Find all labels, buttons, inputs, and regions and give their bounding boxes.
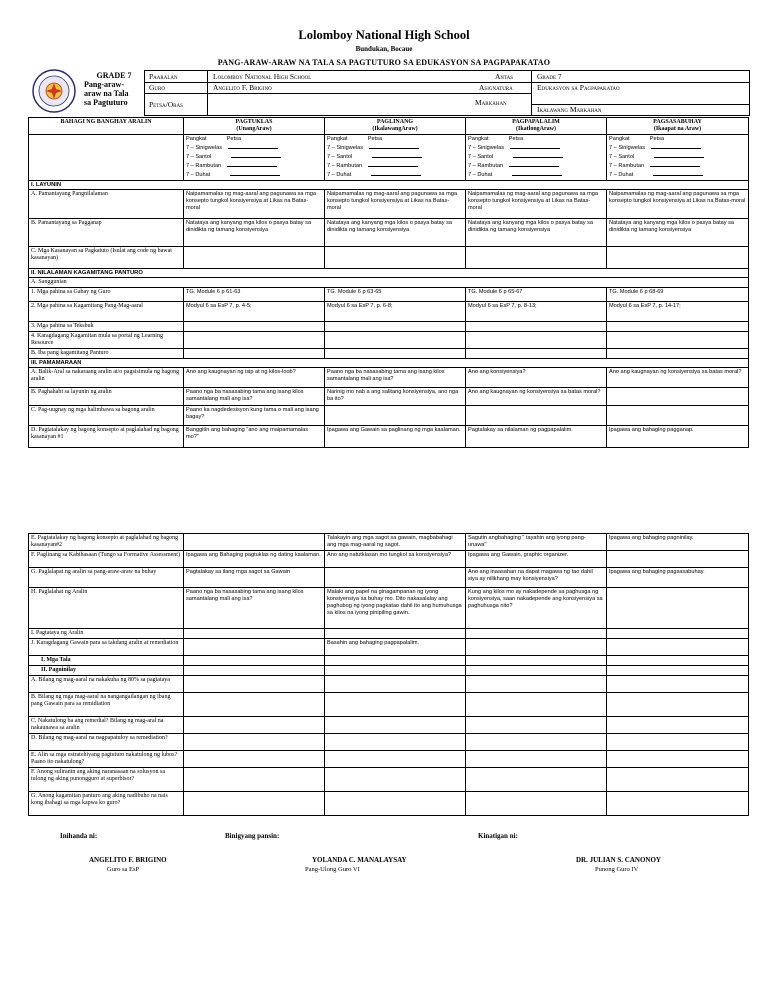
- cell: Ipagawa ang bahaging pagsasabuhay.: [607, 568, 749, 588]
- cell: [184, 666, 325, 676]
- cell: Paano nga ba nasasabing tama ang isang kilos samantalang mali ang isa?: [184, 388, 325, 406]
- asignatura-label: Asignatura: [479, 83, 513, 92]
- cell: [466, 656, 607, 666]
- cell: [607, 388, 749, 406]
- row-label: D. Bilang ng mag-aaral na nagpapatuloy sa remediation?: [29, 734, 184, 751]
- cell: [325, 568, 466, 588]
- cell: [184, 322, 325, 332]
- cell: [607, 792, 749, 816]
- cell: Ano ang kaugnayan ng konsiyensiya sa batas moral?: [466, 388, 607, 406]
- cell: [607, 322, 749, 332]
- cell: Naipamamalas ng mag-aaral ang pagunawa sa mga konsepto tungkol konsiyensiya at Likas na Batas-moral: [466, 190, 607, 219]
- markahan-label: Markahan: [475, 98, 507, 107]
- cell: [184, 332, 325, 349]
- group-name: 7 – Santol: [468, 154, 494, 160]
- cell: [466, 768, 607, 792]
- group-name: 7 – Santol: [327, 154, 353, 160]
- cell: [325, 322, 466, 332]
- cell: [325, 656, 466, 666]
- cell: [607, 666, 749, 676]
- cell: Paano ka nagdedesisyon kung tama o mali ang isang bagay?: [184, 406, 325, 426]
- cell: [325, 666, 466, 676]
- group-name: 7 – Rambutan: [186, 163, 222, 169]
- cell: Ipagawa ang bahaging pagganap.: [607, 426, 749, 448]
- school-name: Lolomboy National High School: [298, 28, 470, 42]
- row-label: B. Paghahabi sa layunin ng aralin: [29, 388, 184, 406]
- antas-label: Antas: [495, 72, 514, 81]
- cell: [184, 349, 325, 359]
- cell: [607, 639, 749, 656]
- cell: Modyul 6 sa EsP 7, p. 14-17;: [607, 302, 749, 322]
- cell: Modyul 6 sa EsP 7, p. 4-5;: [184, 302, 325, 322]
- group-list-4: [607, 135, 749, 181]
- row-label: B. Pamantayang sa Pagganap: [29, 219, 184, 247]
- cell: [607, 629, 749, 639]
- pangkat-label: Pangkat: [609, 136, 630, 142]
- cell: Natataya ang kanyang mga kilos o pasya batay sa dinidikta ng tamang konsiyensiya: [184, 219, 325, 247]
- bahagi-header: BAHAGI NG BANGHAY ARALIN: [29, 118, 184, 135]
- row-label: E. Alin sa mga estratehiyang pagtuturo nakatulong ng lubos? Paano ito nakatulong?: [29, 751, 184, 768]
- pangkat-label: Pangkat: [468, 136, 489, 142]
- row-label: 4. Karagdagang Kagamitan mula sa portal ng Learning Resource: [29, 332, 184, 349]
- cell: [184, 639, 325, 656]
- cell: Paano nga ba nasasabing tama ang isang kilos samantalang mali ang isa?: [325, 368, 466, 388]
- cell: Ipagawa ang Bahaging pagtuklas ng dating kaalaman.: [184, 551, 325, 568]
- group-list-1: [184, 135, 325, 181]
- day2-sub: (IkalawangAraw): [372, 126, 418, 132]
- cell: [325, 247, 466, 269]
- cell: Ano ang kaugnayan ng konsiyensiya sa batas moral?: [607, 368, 749, 388]
- cell: [325, 349, 466, 359]
- cell: Modyul 6 sa EsP 7, p. 6-8;: [325, 302, 466, 322]
- cell: [466, 792, 607, 816]
- row-label: F. Anong suliranin ang aking naranasaan na solusyon sa tulong ng aking punongguro at superbisor?: [29, 768, 184, 792]
- cell: [607, 717, 749, 734]
- cell: [466, 639, 607, 656]
- cell: [184, 693, 325, 717]
- cell: [607, 551, 749, 568]
- inihanda-label: Inihanda ni:: [60, 832, 98, 840]
- cell: [184, 792, 325, 816]
- paaralan-label: Paaralan: [149, 72, 178, 81]
- group-list-3: [466, 135, 607, 181]
- cell: Ano ang natutklasan mo tungkol sa konsiyensiya?: [325, 551, 466, 568]
- cell: TG. Module 6 p 68-69: [607, 288, 749, 302]
- row-label: 2. Mga pahina sa Kagamitang Pang-Mag-aaral: [29, 302, 184, 322]
- section-pamamaraan: III. PAMAMARAAN: [29, 359, 749, 368]
- row-label: II. Pagninilay: [29, 666, 184, 676]
- grade-line-4: sa Pagtuturo: [84, 98, 128, 107]
- petsa-col-label: Petsa: [226, 136, 242, 142]
- cell: Naipamamalas ng mag-aaral ang pagunawa sa mga konsepto tungkol konsiyensiya at Likas na Batas-moral: [607, 190, 749, 219]
- group-name: 7 – Duhat: [468, 172, 493, 178]
- group-name: 7 – Duhat: [186, 172, 211, 178]
- kinatigan-label: Kinatigan ni:: [478, 832, 518, 840]
- signatory-2-title: Pang-Ulong Guro VI: [305, 866, 360, 873]
- cell: [466, 322, 607, 332]
- group-name: 7 – Sinigwelas: [186, 145, 223, 151]
- cell: [184, 676, 325, 693]
- row-label: I. Mga Tala: [29, 656, 184, 666]
- cell: [325, 717, 466, 734]
- cell: Naipamamalas ng mag-aaral ang pagunawa sa mga konsepto tungkol konsiyensiya at Likas na Batas-moral: [184, 190, 325, 219]
- cell: Kung ang kilos mo ay nakadepende sa paghusga ng konsiyensiya, saan nakadepende ang konsiyensiya sa paghuhusga nito?: [466, 588, 607, 629]
- group-name: 7 – Duhat: [327, 172, 352, 178]
- cell: [466, 406, 607, 426]
- cell: Malaki ang papel na ginagampanan ng iyong konsiyensiya sa buhay mo. Dito nakasalalay ang paghubog ng iyong pagkatao dahil ito ang humuhusga sa kilos na iyong pinipiling gawin.: [325, 588, 466, 629]
- guro-label: Guro: [149, 83, 165, 92]
- group-name: 7 – Santol: [186, 154, 212, 160]
- row-label: A. Bilang ng mag-aaral na nakakuha ng 80% sa pagtataya: [29, 676, 184, 693]
- row-label: C. Nakatulong ba ang remedial? Bilang ng mag-aral na nakaunawa sa aralin: [29, 717, 184, 734]
- cell: Ipagawa ang Gawain, graphic organizer.: [466, 551, 607, 568]
- cell: Natataya ang kanyang mga kilos o pasya batay sa dinidikta ng tamang konsiyensiya: [466, 219, 607, 247]
- cell: Pagtalakay sa ilang mga sagot sa Gawain: [184, 568, 325, 588]
- binigyang-label: Binigyang pansin:: [225, 832, 280, 840]
- group-name: 7 – Rambutan: [327, 163, 363, 169]
- cell: [466, 734, 607, 751]
- row-label: A. Sanggunian: [29, 278, 749, 288]
- group-list-2: [325, 135, 466, 181]
- cell: [607, 768, 749, 792]
- cell: Modyul 6 sa EsP 7, p. 8-13;: [466, 302, 607, 322]
- blank-cell: [29, 135, 184, 181]
- cell: [325, 768, 466, 792]
- cell: [184, 717, 325, 734]
- row-label: J. Karagdagang Gawain para sa takdang aralin at remediation: [29, 639, 184, 656]
- grade-block: [84, 71, 144, 107]
- paaralan-value: Lolomboy National High School: [213, 72, 312, 81]
- cell: [607, 693, 749, 717]
- group-name: 7 – Duhat: [609, 172, 634, 178]
- cell: [466, 629, 607, 639]
- row-label: 1. Mga pahina sa Gabay ng Guro: [29, 288, 184, 302]
- grade-line-3: araw na Tala: [84, 89, 129, 98]
- row-label: G. Paglalapat ng aralin sa pang-araw-araw na buhay: [29, 568, 184, 588]
- cell: TG. Module 6 p 61-63: [184, 288, 325, 302]
- cell: [325, 332, 466, 349]
- cell: Basahin ang bahaging pagpapalalim.: [325, 639, 466, 656]
- cell: [466, 349, 607, 359]
- cell: [325, 751, 466, 768]
- signatory-1-name: ANGELITO F. BRIGINO: [89, 856, 167, 864]
- cell: [184, 534, 325, 551]
- signatory-3-name: DR. JULIAN S. CANONOY: [576, 856, 661, 864]
- cell: [466, 693, 607, 717]
- row-label: B. Bilang ng mga mag-aaral na nangangailangan ng ibang pang Gawain para sa remidiation: [29, 693, 184, 717]
- group-name: 7 – Rambutan: [468, 163, 504, 169]
- day3-title: PAGPAPALALIM: [512, 119, 560, 125]
- cell: Natataya ang kanyang mga kilos o pasya batay sa dinidikta ng tamang konsiyensiya: [325, 219, 466, 247]
- cell: [325, 406, 466, 426]
- cell: Ano ang kaugnayan ng isip at ng kilos-loob?: [184, 368, 325, 388]
- cell: [607, 751, 749, 768]
- deped-seal-icon: [32, 69, 76, 113]
- lesson-plan-table-2: [28, 533, 749, 816]
- cell: Ipagawa ang bahaging pagninilay.: [607, 534, 749, 551]
- cell: [184, 751, 325, 768]
- cell: Banggitin ang bahaging "ano ang maipamamalas mo?": [184, 426, 325, 448]
- row-label: E. Pagtatalakay ng bagong konsepto at paglalahad ng bagong kasanayan#2: [29, 534, 184, 551]
- day4-header: [607, 118, 749, 135]
- pangkat-label: Pangkat: [186, 136, 207, 142]
- cell: [466, 666, 607, 676]
- antas-value: Grade 7: [537, 72, 562, 81]
- petsa-col-label: Petsa: [508, 136, 524, 142]
- cell: [184, 656, 325, 666]
- cell: [466, 676, 607, 693]
- cell: Natataya ang kanyang mga kilos o pasya batay sa dinidikta ng tamang konsiyensiya: [607, 219, 749, 247]
- cell: [325, 676, 466, 693]
- cell: Sagutin angbahaging " tayahin ang iyong pang-unawa": [466, 534, 607, 551]
- school-address: Bundukan, Bocaue: [355, 45, 413, 53]
- section-nilalaman: II. NILALAMAN KAGAMITANG PANTURO: [29, 269, 749, 278]
- cell: [607, 349, 749, 359]
- cell: [325, 734, 466, 751]
- day1-title: PAGTUKLAS: [235, 119, 273, 125]
- cell: [466, 332, 607, 349]
- cell: [607, 247, 749, 269]
- day1-sub: (UnangAraw): [236, 126, 272, 132]
- signatory-3-title: Punong Guro IV: [595, 866, 639, 873]
- group-name: 7 – Rambutan: [609, 163, 645, 169]
- row-label: A. Balik-Aral sa nakaraang aralin at/o pagsisimula ng bagong aralin: [29, 368, 184, 388]
- row-label: C. Mga Kasanayan sa Pagkatuto (Isulat ang code ng bawat kasanayan): [29, 247, 184, 269]
- section-layunin: I. LAYUNIN: [29, 181, 749, 190]
- cell: Ano ang inaasahan na dapat magawa ng tao dahil siya ay nilikhang may konsiyensiya?: [466, 568, 607, 588]
- group-name: 7 – Sinigwelas: [327, 145, 364, 151]
- day3-header: [466, 118, 607, 135]
- info-box: [144, 70, 750, 116]
- cell: [607, 676, 749, 693]
- cell: [325, 629, 466, 639]
- row-label: H. Paglalahat ng Aralin: [29, 588, 184, 629]
- cell: [607, 406, 749, 426]
- cell: [184, 768, 325, 792]
- cell: [184, 734, 325, 751]
- day4-sub: (Ikaapat na Araw): [653, 126, 702, 132]
- day3-sub: (IkatlongAraw): [516, 126, 556, 132]
- group-name: 7 – Sinigwelas: [609, 145, 646, 151]
- cell: [607, 332, 749, 349]
- cell: [184, 247, 325, 269]
- pangkat-label: Pangkat: [327, 136, 348, 142]
- day4-title: PAGSASABUHAY: [653, 119, 702, 125]
- group-name: 7 – Santol: [609, 154, 635, 160]
- cell: TG. Module 6 p 65-67: [466, 288, 607, 302]
- asignatura-value: Edukasyon sa Pagpapakatao: [537, 83, 620, 92]
- cell: Ipagawa ang Gawain sa paglinang ng mga kaalaman.: [325, 426, 466, 448]
- signatory-1-title: Guro sa EsP: [107, 866, 140, 873]
- row-label: A. Pamantayang Pangnilalaman: [29, 190, 184, 219]
- cell: Talakayin ang mga sagot sa gawain, magbabahagi ang mga mag-aaral ng sagot.: [325, 534, 466, 551]
- cell: Ano ang konsiyensiya?: [466, 368, 607, 388]
- cell: Paano nga ba nasasabing tama ang isang kilos samantalang mali ang isa?: [184, 588, 325, 629]
- day2-title: PAGLINANG: [376, 119, 414, 125]
- document-title: PANG-ARAW-ARAW NA TALA SA PAGTUTURO SA EDUKASYON SA PAGPAPAKATAO: [217, 58, 551, 67]
- cell: Narinig mo nab a ang salitang konsiyensiya, ano nga ba ito?: [325, 388, 466, 406]
- row-label: G. Anong kagamitan panturo ang aking nadibuho na nais kong ibahagi sa mga kapwa ko guro?: [29, 792, 184, 816]
- petsa-col-label: Petsa: [367, 136, 383, 142]
- cell: Pagtalakay sa nilalaman ng pagpapalalim.: [466, 426, 607, 448]
- signatory-2-name: YOLANDA C. MANALAYSAY: [312, 856, 407, 864]
- group-name: 7 – Sinigwelas: [468, 145, 505, 151]
- cell: [184, 629, 325, 639]
- day1-header: [184, 118, 325, 135]
- cell: [607, 734, 749, 751]
- cell: [325, 792, 466, 816]
- markahan-value: Ikalawang Markahan: [537, 105, 602, 114]
- cell: [466, 751, 607, 768]
- row-label: D. Pagtatalakay ng bagong konsepto at paglalahad ng bagong kasanayan #1: [29, 426, 184, 448]
- petsa-label: Petsa/Oras: [149, 100, 183, 109]
- cell: [607, 656, 749, 666]
- cell: TG. Module 6 p 63-65: [325, 288, 466, 302]
- row-label: I. Pagtataya ng Aralin: [29, 629, 184, 639]
- day2-header: [325, 118, 466, 135]
- cell: [325, 693, 466, 717]
- grade-line-2: Pang-araw-: [84, 80, 124, 89]
- row-label: 3. Mga pahina sa Teksbuk: [29, 322, 184, 332]
- cell: [607, 588, 749, 629]
- row-label: B. Iba pang kagamitang Panturo: [29, 349, 184, 359]
- petsa-col-label: Petsa: [649, 136, 665, 142]
- cell: Naipamamalas ng mag-aaral ang pagunawa sa mga konsepto tungkol konsiyensiya at Likas na Batas-moral: [325, 190, 466, 219]
- guro-value: Angelito F. Brigino: [213, 83, 272, 92]
- row-label: F. Paglinang sa Kabihasaan (Tungo sa Formative Assessment): [29, 551, 184, 568]
- grade-label: GRADE 7: [96, 71, 132, 80]
- lesson-plan-table-1: [28, 117, 749, 448]
- cell: [466, 717, 607, 734]
- row-label: C. Pag-uugnay ng mga halimbawa sa bagong aralin: [29, 406, 184, 426]
- cell: [466, 247, 607, 269]
